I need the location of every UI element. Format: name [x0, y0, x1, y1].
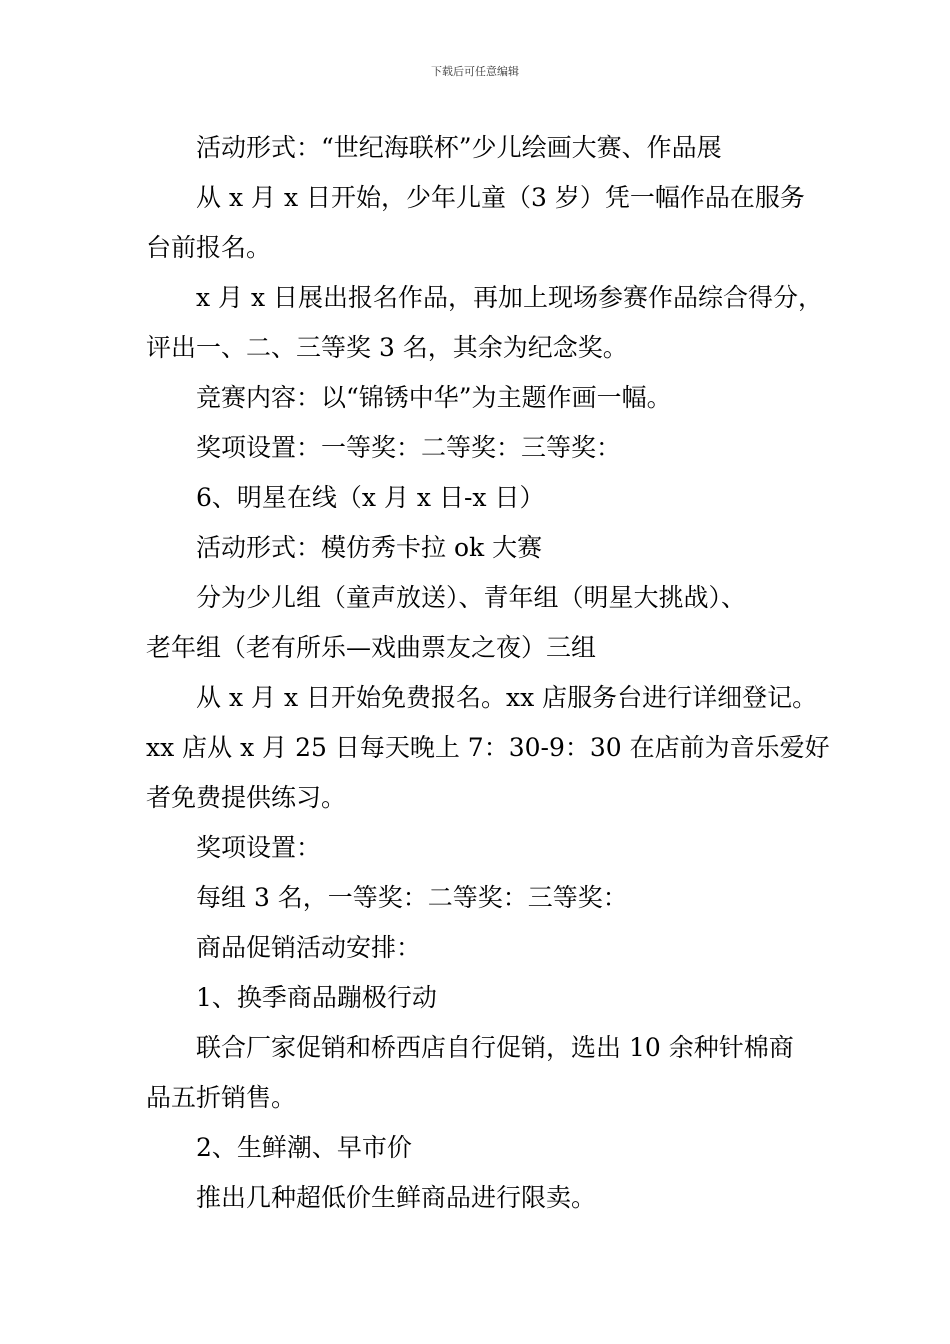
- paragraph: [146, 473, 836, 523]
- paragraph: [146, 923, 836, 973]
- paragraph-line: 老年组（老有所乐—戏曲票友之夜）三组: [146, 633, 597, 662]
- paragraph-line: 评出一、二、三等奖 3 名，其余为纪念奖。: [146, 333, 628, 362]
- page-header-note: 下载后可任意编辑: [431, 65, 519, 78]
- paragraph: [146, 1123, 836, 1173]
- paragraph: [146, 973, 836, 1023]
- paragraph-line: 活动形式：模仿秀卡拉 ok 大赛: [196, 533, 543, 562]
- paragraph-line: 从 x 月 x 日开始免费报名。xx 店服务台进行详细登记。: [196, 683, 818, 712]
- paragraph-line: 从 x 月 x 日开始，少年儿童（3 岁）凭一幅作品在服务: [196, 183, 805, 212]
- paragraph-line: 推出几种超低价生鲜商品进行限卖。: [196, 1183, 597, 1212]
- paragraph-line: 活动形式：“世纪海联杯”少儿绘画大赛、作品展: [196, 133, 722, 162]
- paragraph: [146, 673, 836, 823]
- paragraph-line: 分为少儿组（童声放送）、青年组（明星大挑战）、: [196, 583, 747, 612]
- paragraph-line: xx 店从 x 月 25 日每天晚上 7：30-9：30 在店前为音乐爱好: [146, 733, 830, 762]
- paragraph: [146, 873, 836, 923]
- paragraph-line: 每组 3 名，一等奖：二等奖：三等奖：: [196, 883, 628, 912]
- paragraph-line: 台前报名。: [146, 233, 272, 262]
- paragraph-line: 者免费提供练习。: [146, 783, 347, 812]
- paragraph-line: 6、明星在线（x 月 x 日-x 日）: [196, 483, 545, 512]
- paragraph-line: 商品促销活动安排：: [196, 933, 422, 962]
- paragraph: [146, 1023, 836, 1123]
- paragraph: [146, 123, 836, 173]
- paragraph: [146, 573, 836, 673]
- paragraph-line: 竞赛内容：以“锦锈中华”为主题作画一幅。: [196, 383, 672, 412]
- paragraph: [146, 523, 836, 573]
- document-body: [146, 123, 836, 1223]
- paragraph-line: 奖项设置：: [196, 833, 322, 862]
- paragraph-line: 1、换季商品蹦极行动: [196, 983, 437, 1012]
- paragraph: [146, 823, 836, 873]
- paragraph: [146, 173, 836, 273]
- paragraph-line: 联合厂家促销和桥西店自行促销，选出 10 余种针棉商: [196, 1033, 794, 1062]
- paragraph: [146, 273, 836, 373]
- paragraph-line: x 月 x 日展出报名作品，再加上现场参赛作品综合得分，: [196, 283, 824, 312]
- paragraph: [146, 423, 836, 473]
- paragraph-line: 奖项设置：一等奖：二等奖：三等奖：: [196, 433, 622, 462]
- paragraph: [146, 1173, 836, 1223]
- paragraph-line: 品五折销售。: [146, 1083, 297, 1112]
- paragraph: [146, 373, 836, 423]
- paragraph-line: 2、生鲜潮、早市价: [196, 1133, 412, 1162]
